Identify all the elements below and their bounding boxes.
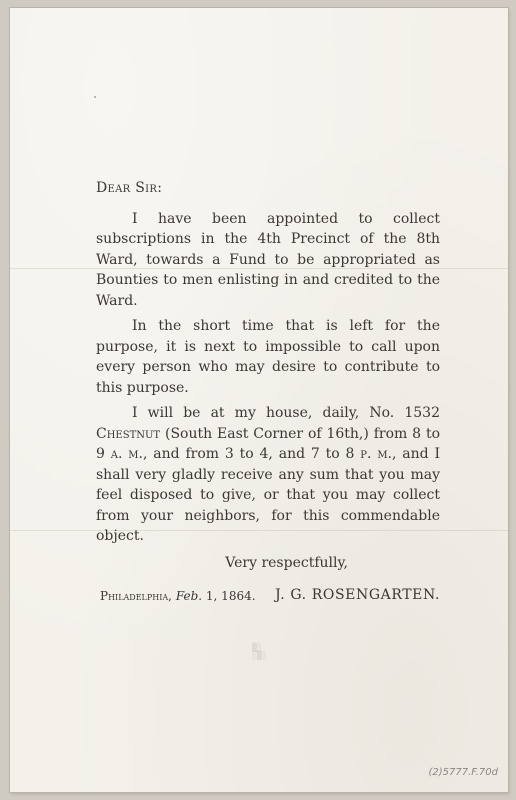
paragraph-3 [96,403,440,547]
catalog-mark: (2)5777.F.70d [428,767,498,778]
dateline [100,589,256,603]
closing: Very respectfully, [225,554,348,571]
signature: J. G. ROSENGARTEN. [275,587,440,603]
paper-speck [94,96,96,98]
street-name: Chestnut [96,425,161,442]
am-abbrev: a. m. [110,446,143,462]
salutation: Dear Sir: [96,180,163,196]
dateline-month: Feb. [175,589,203,603]
paragraph-3-text-3: , and from 3 to 4, and 7 to 8 [142,446,361,462]
paragraph-3-text-2: (South East Corner of 16th,) from 8 to 9 [96,425,440,462]
paragraph-1: I have been appointed to collect subscriptions in the 4th Precinct of the 8th Ward, towards a Fund to be appropriated as Bounties to men enlisting in and credited to the Ward. [96,210,440,309]
dateline-place: Philadelphia, [100,589,172,603]
paragraph-3-text-1: I will be at my house, daily, No. 1532 [132,405,440,421]
faint-stamp: ▒░ ░▒░ [252,643,267,660]
letter-body [96,178,440,606]
dateline-day-year: 1, 1864. [205,589,256,603]
paragraph-3-text-4: , and I shall very gladly receive any sum that you may feel disposed to give, or that you may collect from your neighbors, for this commendable object. [96,446,441,544]
paragraph-2: In the short time that is left for the purpose, it is next to impossible to call upon every person who may desire to contribute to this purpose. [96,318,440,396]
document-page [10,8,508,792]
pm-abbrev: p. m. [360,446,393,462]
